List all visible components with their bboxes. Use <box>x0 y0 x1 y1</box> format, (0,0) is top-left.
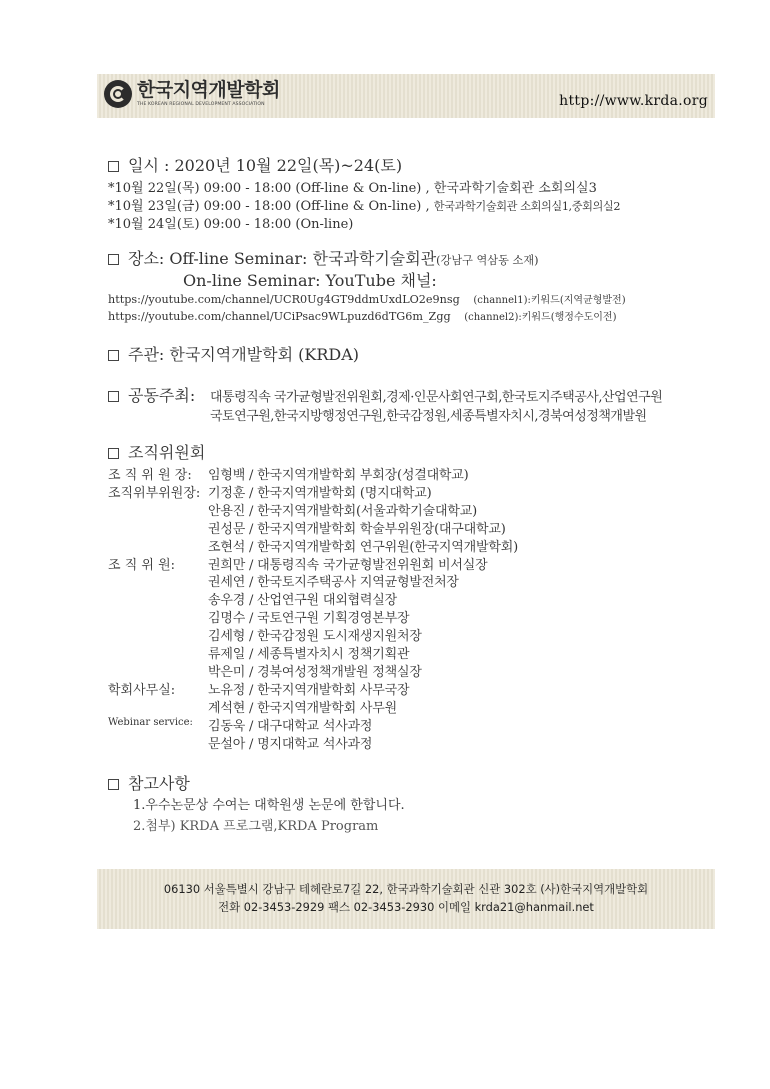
committee-member: 권성문 / 한국지역개발학회 학술부위원장(대구대학교) <box>208 521 506 537</box>
committee-role: 학회사무실: <box>108 682 176 698</box>
venue-offline-note: (강남구 역삼동 소재) <box>436 254 539 267</box>
committee-heading: 조직위원회 <box>108 440 205 463</box>
date-line-2: *10월 23일(금) 09:00 - 18:00 (Off-line & On-line) , 한국과학기술회관 소회의실1,중회의실2 <box>108 199 621 214</box>
committee-member: 권희만 / 대통령직속 국가균형발전위원회 비서실장 <box>208 557 488 573</box>
committee-member: 박은미 / 경북여성정책개발원 정책실장 <box>208 664 422 680</box>
checkbox-square-icon <box>108 779 119 790</box>
logo-subtitle: THE KOREAN REGIONAL DEVELOPMENT ASSOCIATION <box>137 101 265 107</box>
logo-name: 한국지역개발학회 <box>137 78 280 101</box>
note-item-1: 1.우수논문상 수여는 대학원생 논문에 한합니다. <box>133 798 405 813</box>
youtube-link-1[interactable]: https://youtube.com/channel/UCR0Ug4GT9ddmUxdLO2e9nsg (channel1):키워드(지역균형발전) <box>108 293 626 306</box>
venue-heading: 장소: Off-line Seminar: 한국과학기술회관(강남구 역삼동 소재) <box>108 246 538 269</box>
notes-heading: 참고사항 <box>108 771 190 794</box>
note-item-2: 2.첨부) KRDA 프로그램,KRDA Program <box>133 819 379 834</box>
committee-member: 문설아 / 명지대학교 석사과정 <box>208 736 373 752</box>
checkbox-square-icon <box>108 161 119 172</box>
committee-member: 김세형 / 한국감정원 도시재생지원처장 <box>208 629 422 645</box>
checkbox-square-icon <box>108 391 119 402</box>
committee-member: 기정훈 / 한국지역개발학회 (명지대학교) <box>208 485 432 501</box>
committee-role: Webinar service: <box>108 716 193 728</box>
committee-role: 조직위부위원장: <box>108 485 201 501</box>
committee-member: 임형백 / 한국지역개발학회 부회장(성결대학교) <box>208 468 469 483</box>
venue-offline: Off-line Seminar: 한국과학기술회관 <box>169 249 437 268</box>
checkbox-square-icon <box>108 350 119 361</box>
committee-member: 계석현 / 한국지역개발학회 사무원 <box>208 700 397 716</box>
checkbox-square-icon <box>108 448 119 459</box>
committee-member: 김동욱 / 대구대학교 석사과정 <box>208 718 373 734</box>
venue-online: On-line Seminar: YouTube 채널: <box>183 271 437 290</box>
date-line-3: *10월 24일(토) 09:00 - 18:00 (On-line) <box>108 217 354 232</box>
committee-member: 송우경 / 산업연구원 대외협력실장 <box>208 593 397 609</box>
date-line-1: *10월 22일(목) 09:00 - 18:00 (Off-line & On-line) , 한국과학기술회관 소회의실3 <box>108 181 597 196</box>
committee-member: 노유정 / 한국지역개발학회 사무국장 <box>208 682 410 698</box>
committee-member: 안용진 / 한국지역개발학회(서울과학기술대학교) <box>208 503 477 519</box>
committee-member: 류제일 / 세종특별자치시 정책기획관 <box>208 647 410 662</box>
footer-contact: 전화 02-3453-2929 팩스 02-3453-2930 이메일 krda21@hanmail.net <box>218 900 594 914</box>
youtube-link-2[interactable]: https://youtube.com/channel/UCiPsac9WLpuzd6dTG6m_Zgg (channel2):키워드(행정수도이전) <box>108 310 617 323</box>
committee-member: 조현석 / 한국지역개발학회 연구위원(한국지역개발학회) <box>208 539 518 555</box>
footer-address: 06130 서울특별시 강남구 테헤란로7길 22, 한국과학기술회관 신관 302호 (사)한국지역개발학회 <box>163 882 649 896</box>
committee-role: 조 직 위 원 장: <box>108 468 192 483</box>
committee-role: 조 직 위 원: <box>108 557 176 573</box>
committee-member: 권세연 / 한국토지주택공사 지역균형발전처장 <box>208 575 459 591</box>
date-heading: 일시 : 2020년 10월 22일(목)~24(토) <box>108 153 402 176</box>
committee-member: 김명수 / 국토연구원 기획경영본부장 <box>208 611 410 627</box>
cohost-line-2: 국토연구원,한국지방행정연구원,한국감정원,세종특별자치시,경북여성정책개발원 <box>210 409 647 424</box>
date-line-2-venue: 한국과학기술회관 소회의실1,중회의실2 <box>433 200 621 213</box>
organizer-heading: 주관: 한국지역개발학회 (KRDA) <box>108 342 359 365</box>
website-url[interactable]: http://www.krda.org <box>559 93 708 109</box>
cohost-line-1: 대통령직속 국가균형발전위원회,경제·인문사회연구회,한국토지주택공사,산업연구원 <box>210 390 663 405</box>
checkbox-square-icon <box>108 254 119 265</box>
association-logo <box>104 80 280 108</box>
logo-emblem-icon <box>104 80 132 108</box>
cohost-heading: 공동주최: <box>108 383 195 406</box>
